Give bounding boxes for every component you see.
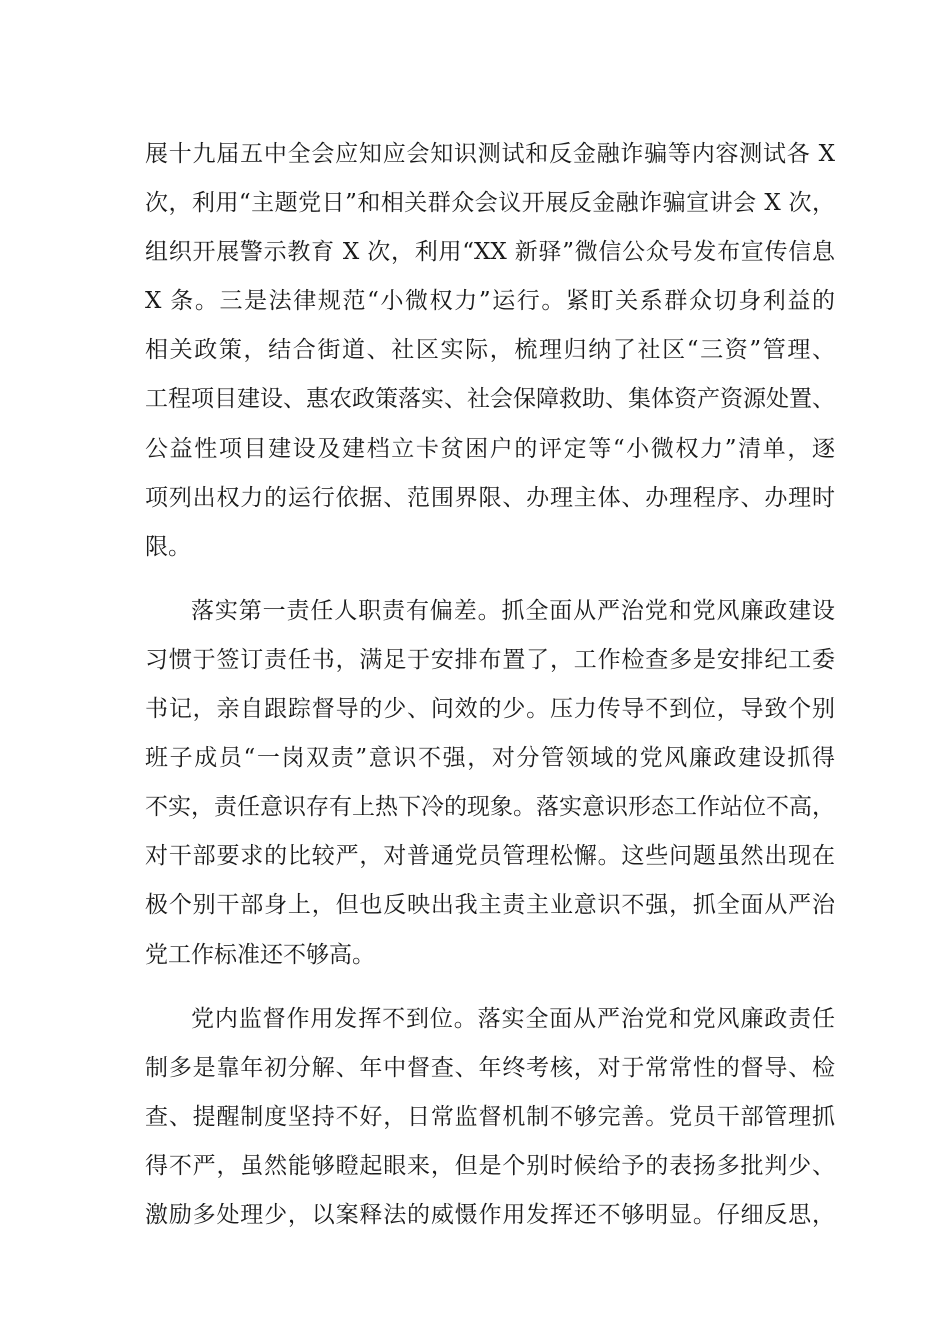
text-line: 次，利用“主题党日”和相关群众会议开展反金融诈骗宣讲会 X 次， bbox=[145, 190, 835, 217]
text-line: 党工作标准还不够高。 bbox=[145, 941, 375, 968]
text-line: 班子成员“一岗双责”意识不强，对分管领域的党风廉政建设抓得 bbox=[145, 745, 835, 772]
text-line: 得不严，虽然能够瞪起眼来，但是个别时候给予的表扬多批判少、 bbox=[145, 1152, 835, 1179]
paragraph-2 bbox=[145, 587, 835, 980]
paragraph-1 bbox=[145, 130, 835, 572]
text-line: 项列出权力的运行依据、范围界限、办理主体、办理程序、办理时 bbox=[145, 484, 835, 511]
text-line: 极个别干部身上，但也反映出我主责主业意识不强，抓全面从严治 bbox=[145, 892, 835, 919]
text-line: 限。 bbox=[145, 533, 191, 560]
text-line: 激励多处理少，以案释法的威慑作用发挥还不够明显。仔细反思， bbox=[145, 1201, 835, 1228]
text-line: 相关政策，结合街道、社区实际，梳理归纳了社区“三资”管理、 bbox=[145, 337, 835, 364]
text-line: X 条。三是法律规范“小微权力”运行。紧盯关系群众切身利益的 bbox=[145, 288, 835, 315]
text-line: 落实第一责任人职责有偏差。抓全面从严治党和党风廉政建设 bbox=[191, 597, 835, 624]
text-line: 党内监督作用发挥不到位。落实全面从严治党和党风廉政责任 bbox=[191, 1005, 835, 1032]
text-line: 公益性项目建设及建档立卡贫困户的评定等“小微权力”清单，逐 bbox=[145, 435, 835, 462]
paragraph-gap bbox=[145, 980, 835, 995]
paragraph-gap bbox=[145, 572, 835, 587]
text-line: 习惯于签订责任书，满足于安排布置了，工作检查多是安排纪工委 bbox=[145, 646, 835, 673]
text-line: 制多是靠年初分解、年中督查、年终考核，对于常常性的督导、检 bbox=[145, 1054, 835, 1081]
text-line: 书记，亲自跟踪督导的少、问效的少。压力传导不到位，导致个别 bbox=[145, 696, 835, 723]
text-line: 组织开展警示教育 X 次，利用“XX 新驿”微信公众号发布宣传信息 bbox=[145, 239, 835, 266]
text-line: 工程项目建设、惠农政策落实、社会保障救助、集体资产资源处置、 bbox=[145, 386, 835, 413]
text-line: 对干部要求的比较严，对普通党员管理松懈。这些问题虽然出现在 bbox=[145, 843, 835, 870]
text-line: 查、提醒制度坚持不好，日常监督机制不够完善。党员干部管理抓 bbox=[145, 1103, 835, 1130]
paragraph-3 bbox=[145, 995, 835, 1240]
document-body bbox=[145, 130, 835, 1240]
text-line: 不实，责任意识存有上热下冷的现象。落实意识形态工作站位不高， bbox=[145, 794, 835, 821]
text-line: 展十九届五中全会应知应会知识测试和反金融诈骗等内容测试各 X bbox=[145, 141, 835, 167]
